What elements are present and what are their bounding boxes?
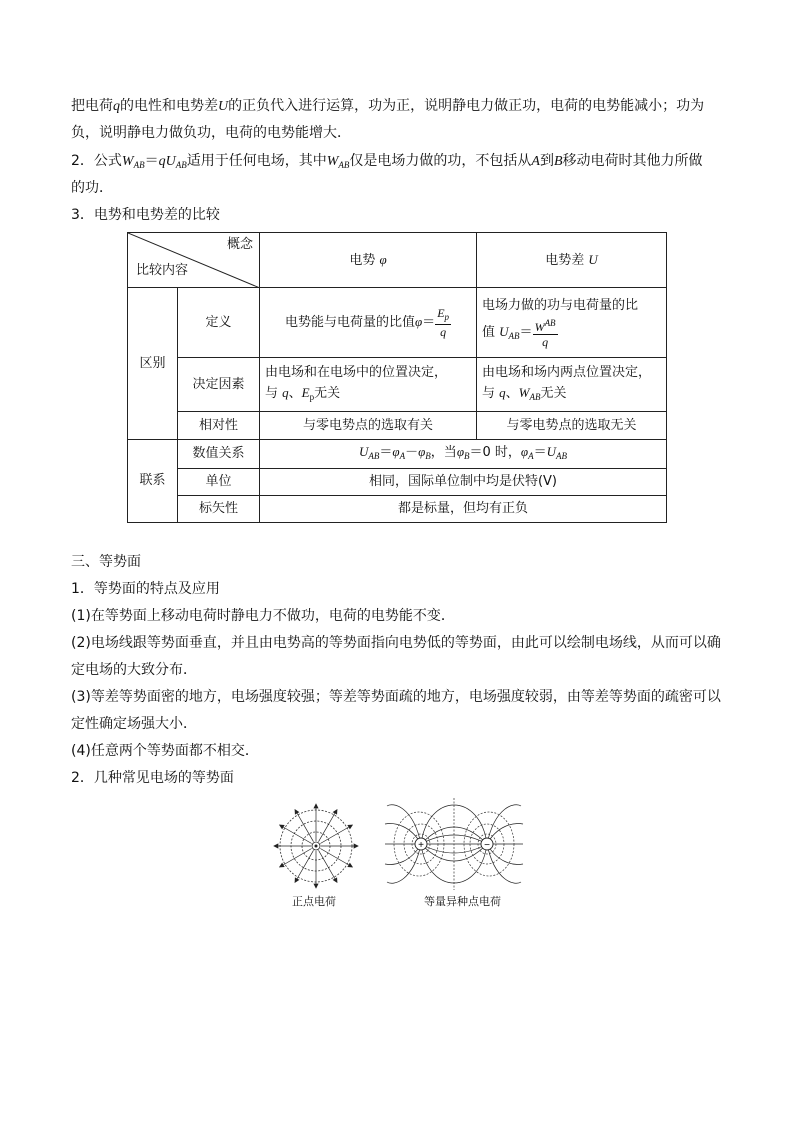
arrowhead — [333, 878, 337, 882]
text: 移动电荷时其他力所做 — [562, 153, 703, 169]
text: 与 — [482, 385, 496, 401]
equals: ＝ — [144, 153, 159, 169]
point-2-line — [71, 151, 703, 175]
var-U: U — [588, 251, 598, 267]
arrowhead — [295, 878, 299, 882]
cell-difference-definition — [477, 288, 667, 358]
var-W: W — [326, 154, 339, 169]
text: 无关 — [540, 385, 567, 401]
var-phi: φ — [414, 314, 423, 329]
subscript: AB — [556, 451, 568, 461]
arrowhead — [348, 863, 352, 867]
text — [482, 316, 661, 349]
text: ，当 — [430, 445, 457, 460]
text: 无关 — [314, 385, 341, 401]
arrowhead — [280, 825, 284, 829]
caption-positive-charge: 正点电荷 — [292, 896, 336, 908]
var-U: U — [499, 324, 509, 339]
text — [265, 383, 471, 407]
table-row — [128, 440, 667, 469]
row-label-numeric: 数值关系 — [178, 440, 260, 469]
arrowhead — [314, 884, 318, 888]
var-U: U — [218, 99, 229, 114]
field-line — [319, 850, 338, 882]
text: 适用于任何电场，其中 — [186, 153, 327, 169]
cell-difference-factors — [477, 358, 667, 412]
field-line — [387, 844, 421, 883]
text: 电势差 — [545, 252, 585, 268]
row-label-unit: 单位 — [178, 469, 260, 496]
field-line — [421, 844, 487, 883]
var-A: A — [531, 154, 540, 169]
paragraph-line: 定性确定场强大小． — [71, 716, 197, 732]
row-label-relativity: 相对性 — [178, 412, 260, 440]
text: 2．公式 — [71, 153, 122, 169]
arrowhead — [295, 810, 299, 814]
equals: ＝ — [533, 445, 547, 460]
var-phi: φ — [379, 251, 387, 267]
arrowhead — [314, 804, 318, 808]
group-link: 联系 — [128, 440, 178, 523]
equipotential-lines — [394, 798, 514, 890]
subscript: B — [464, 451, 470, 461]
subscript: A — [399, 451, 406, 461]
table-row — [128, 358, 667, 412]
field-line — [387, 805, 421, 844]
text: 、 — [505, 385, 519, 401]
subscript: AB — [175, 160, 187, 170]
text: 、 — [288, 385, 302, 401]
minus-sign: − — [484, 840, 490, 851]
row-label-factors: 决定因素 — [178, 358, 260, 412]
text: 电势 — [349, 252, 376, 268]
header-potential-difference — [477, 233, 667, 288]
row-label-definition: 定义 — [178, 288, 260, 358]
table-header-row — [128, 233, 667, 288]
charge-dot — [315, 845, 318, 848]
arrowhead — [274, 844, 278, 848]
subscript: AB — [529, 391, 541, 402]
field-line — [421, 835, 487, 844]
section-title: 三、等势面 — [71, 554, 141, 570]
subscript: B — [425, 451, 431, 461]
var-W: W — [518, 384, 530, 400]
equals: ＝ — [379, 445, 393, 460]
subscript: AB — [133, 160, 145, 170]
numerator — [533, 316, 558, 335]
text: 的正负代入进行运算，功为正，说明静电力做正功，电荷的电势能减小；功为 — [228, 98, 705, 114]
paragraph-line: 的功． — [71, 180, 113, 196]
var-B: B — [553, 154, 563, 169]
arrowhead — [348, 825, 352, 829]
subscript: AB — [338, 160, 350, 170]
minus: － — [405, 445, 419, 460]
paragraph-line: 负，说明静电力做负功，电荷的电势能增大． — [71, 125, 351, 141]
plus-sign: + — [418, 840, 424, 851]
var-E: E — [301, 384, 310, 400]
field-line — [320, 825, 352, 844]
equals: ＝ — [519, 325, 533, 340]
paragraph-line: 定电场的大致分布． — [71, 662, 197, 678]
text: 把电荷 — [71, 98, 113, 114]
header-potential — [260, 233, 477, 288]
text: 电场力做的功与电荷量的比 — [482, 298, 639, 313]
field-line — [320, 849, 352, 868]
field-line — [487, 805, 521, 844]
var-E: E — [437, 306, 445, 320]
var-W: W — [121, 154, 134, 169]
var-q: q — [499, 384, 506, 400]
dipole-diagram — [383, 796, 525, 892]
text: 由电场和场内两点位置决定， — [482, 364, 652, 380]
text — [482, 383, 661, 407]
var-W: W — [534, 320, 545, 334]
table-row — [128, 469, 667, 496]
field-line — [295, 850, 314, 882]
diagonal-header-cell — [128, 233, 260, 288]
subscript: A — [528, 451, 534, 461]
var-phi: φ — [520, 444, 529, 459]
table-row — [128, 288, 667, 358]
var-phi: φ — [418, 444, 426, 459]
cell-numeric-relation — [260, 440, 667, 469]
text: 与 — [265, 385, 279, 401]
arrowhead — [333, 810, 337, 814]
subscript: p — [444, 312, 450, 322]
header-compare: 比较内容 — [136, 263, 189, 278]
field-line — [295, 810, 314, 842]
paragraph-line: (3)等差等势面密的地方，电场强度较强；等差等势面疏的地方，电场强度较弱，由等差等势面的疏密可以 — [71, 689, 721, 705]
fraction — [533, 316, 558, 349]
cell-unit: 相同，国际单位制中均是伏特(V) — [260, 469, 667, 496]
denominator: q — [542, 335, 549, 349]
paragraph-line: 2．几种常见电场的等势面 — [71, 770, 234, 786]
var-phi: φ — [392, 444, 400, 459]
row-label-vector: 标矢性 — [178, 496, 260, 523]
arrowhead — [354, 844, 358, 848]
field-line — [487, 844, 521, 883]
superscript: AB — [544, 318, 556, 328]
caption-opposite-charges: 等量异种点电荷 — [424, 896, 501, 908]
text: ＝0 时， — [469, 445, 521, 460]
text: 由电场和在电场中的位置决定， — [265, 364, 448, 380]
text: 到 — [539, 153, 554, 169]
denominator: q — [440, 325, 447, 339]
cell-vector: 都是标量，但均有正负 — [260, 496, 667, 523]
paragraph-line: (2)电场线跟等势面垂直，并且由电势高的等势面指向电势低的等势面，由此可以绘制电场线，从而可以确 — [71, 635, 721, 651]
var-U: U — [358, 444, 369, 459]
subscript: AB — [508, 331, 520, 341]
comparison-table — [127, 232, 667, 523]
equals: ＝ — [422, 315, 436, 330]
cell-potential-relativity: 与零电势点的选取有关 — [260, 412, 477, 440]
var-U: U — [165, 154, 176, 169]
field-line — [280, 825, 312, 844]
text: 的电性和电势差 — [120, 98, 218, 114]
header-concept: 概念 — [226, 237, 253, 252]
text: 电势能与电荷量的比值 — [284, 315, 415, 330]
text: 仅是电场力做的功，不包括从 — [349, 153, 532, 169]
table-row — [128, 412, 667, 440]
arrowhead — [280, 863, 284, 867]
group-difference: 区别 — [128, 288, 178, 440]
paragraph-line: 1．等势面的特点及应用 — [71, 581, 220, 597]
paragraph-line: (4)任意两个等势面都不相交． — [71, 743, 259, 759]
text: 值 — [482, 325, 496, 340]
cell-potential-factors — [260, 358, 477, 412]
positive-point-charge-diagram — [272, 802, 360, 890]
point-3-title: 3．电势和电势差的比较 — [71, 207, 220, 223]
cell-difference-relativity: 与零电势点的选取无关 — [477, 412, 667, 440]
var-q: q — [158, 154, 166, 169]
paragraph-line — [71, 96, 704, 117]
field-line — [280, 849, 312, 868]
numerator — [435, 306, 451, 325]
var-q: q — [282, 384, 289, 400]
var-q: q — [113, 99, 120, 114]
var-phi: φ — [456, 444, 465, 459]
table-row — [128, 496, 667, 523]
fraction — [435, 306, 451, 339]
subscript: p — [309, 391, 315, 402]
field-line — [319, 810, 338, 842]
paragraph-line: (1)在等势面上移动电荷时静电力不做功，电荷的电势能不变． — [71, 608, 455, 624]
var-U: U — [546, 444, 557, 459]
subscript: AB — [368, 451, 380, 461]
cell-potential-definition — [260, 288, 477, 358]
